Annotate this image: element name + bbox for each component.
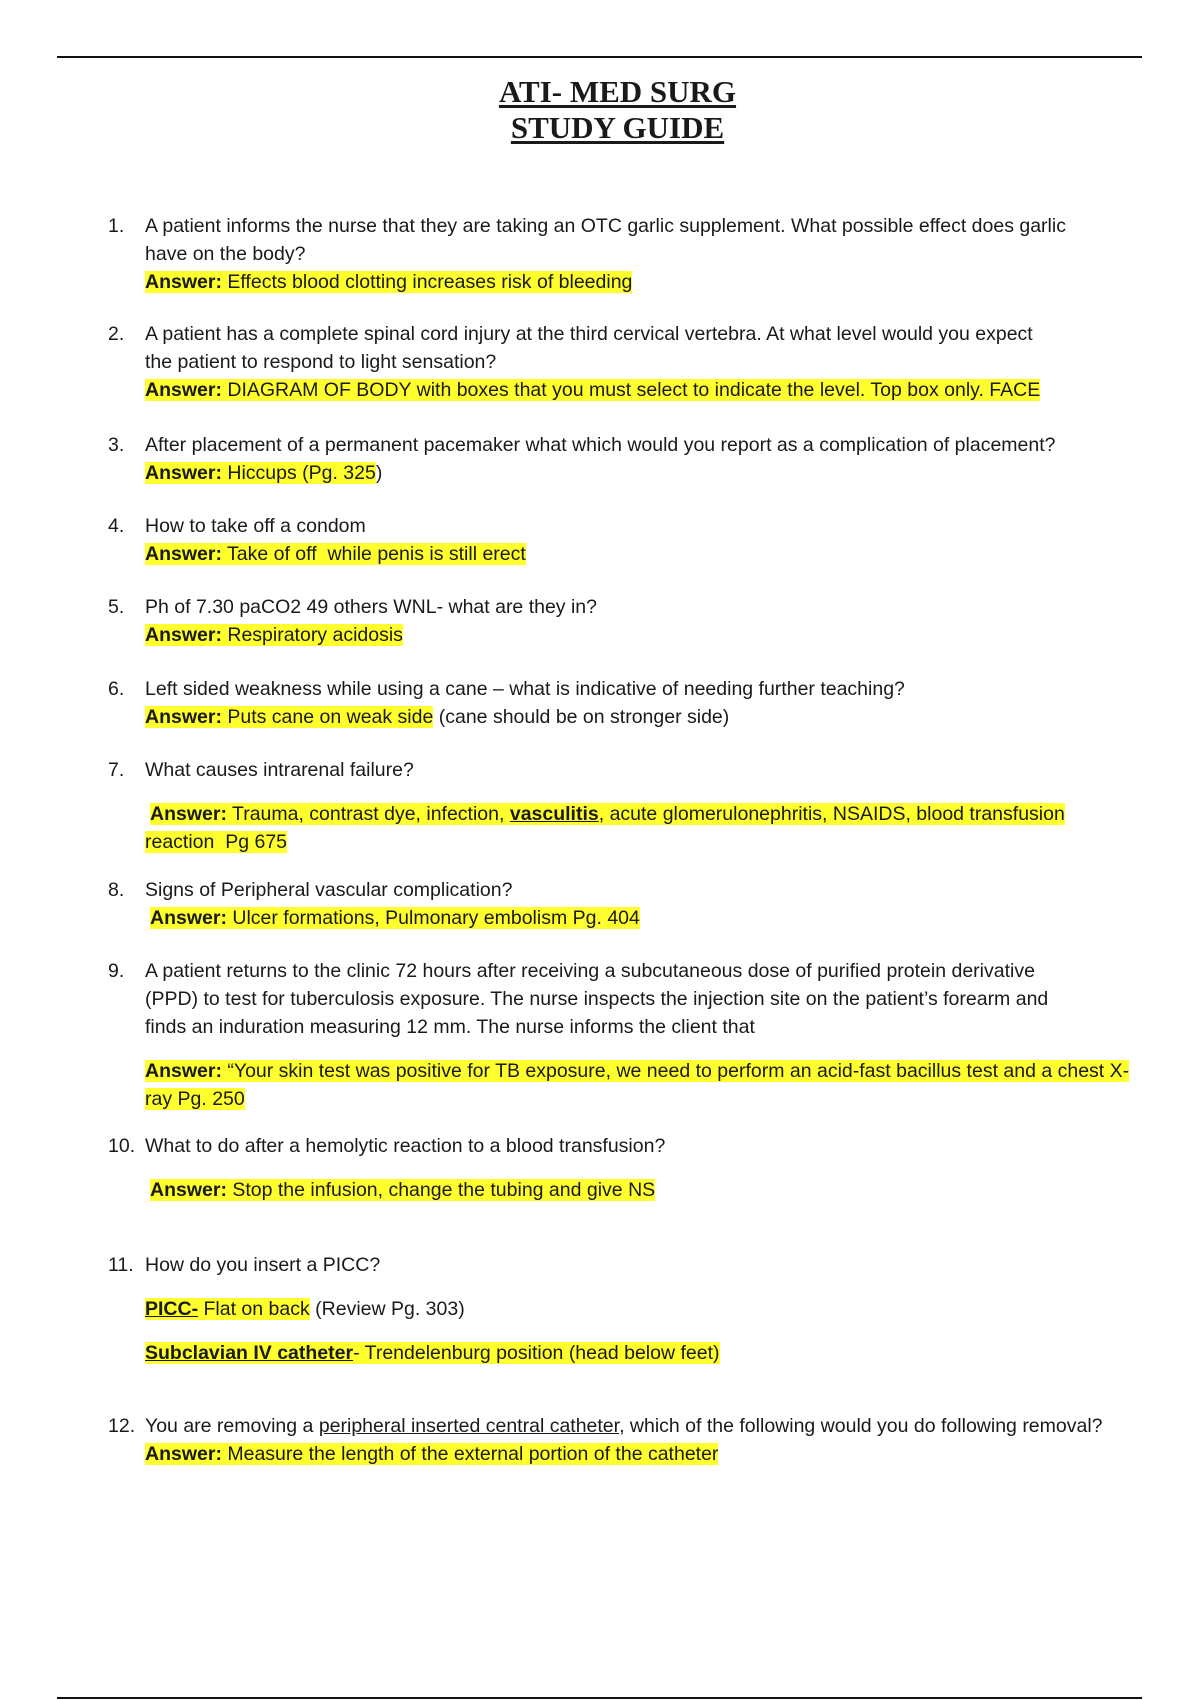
question-text: (PPD) to test for tuberculosis exposure. The nurse inspects the injection site on the patient’s forearm and [145,988,1049,1010]
answer-label: Answer: [150,803,227,825]
answer-text: Effects blood clotting increases risk of bleeding [227,271,633,293]
answer-label: Answer: [150,1179,227,1201]
question-7 [108,756,1168,856]
question-text: What causes intrarenal failure? [145,759,414,781]
question-text: the patient to respond to light sensation? [145,351,497,373]
answer-text: , acute glomerulonephritis, NSAIDS, blood transfusion [598,803,1065,825]
question-8 [108,876,1168,932]
question-4 [108,512,1168,568]
answer-label: Answer: [145,624,222,646]
title-line-2: STUDY GUIDE [510,110,725,145]
answer-text: Respiratory acidosis [227,624,403,646]
question-text: Ph of 7.30 paCO2 49 others WNL- what are they in? [145,596,597,618]
question-text: Signs of Peripheral vascular complication? [145,879,513,901]
answer-text: DIAGRAM OF BODY with boxes that you must select to indicate the level. Top box only. FACE [227,379,1041,401]
answer-text: ray Pg. 250 [145,1088,245,1110]
top-rule [57,56,1142,58]
bottom-rule [57,1697,1142,1699]
answer-label: Answer: [150,907,227,929]
answer-text: Hiccups (Pg. 325 [227,462,376,484]
question-number: 2. [108,323,125,345]
picc-label: PICC- [145,1298,199,1320]
title-line-1: ATI- MED SURG [498,74,737,109]
question-text: How do you insert a PICC? [145,1254,381,1276]
answer-label: Answer: [145,706,222,728]
answer-label: Answer: [145,379,222,401]
question-text-part: You are removing a [145,1415,319,1437]
question-text: A patient returns to the clinic 72 hours after receiving a subcutaneous dose of purified protein derivative [145,960,1035,982]
question-text: What to do after a hemolytic reaction to a blood transfusion? [145,1135,666,1157]
answer [145,1176,1168,1204]
answer [145,800,1168,828]
question-3 [108,431,1168,487]
question-6 [108,675,1168,731]
answer [145,376,1168,404]
question-text: A patient informs the nurse that they are taking an OTC garlic supplement. What possible effect does garlic [145,215,1066,237]
question-text: After placement of a permanent pacemaker what which would you report as a complication of placement? [145,434,1056,456]
question-text-part: , which of the following would you do following removal? [619,1415,1103,1437]
answer [145,540,1168,568]
question-number: 9. [108,960,125,982]
question-text: finds an induration measuring 12 mm. The nurse informs the client that [145,1016,755,1038]
question-underlined: peripheral inserted central catheter [318,1415,620,1437]
picc-text: Flat on back [198,1298,310,1320]
question-text: have on the body? [145,243,306,265]
answer-text: Take of off while penis is still erect [227,543,526,565]
answer [145,1440,1168,1468]
subclavian-answer [145,1339,1168,1367]
question-12 [108,1412,1168,1468]
answer-label: Answer: [145,271,222,293]
question-number: 1. [108,215,125,237]
subclavian-text: - Trendelenburg position (head below feet) [353,1342,720,1364]
question-number: 12. [108,1415,136,1437]
answer-label: Answer: [145,462,222,484]
subclavian-label: Subclavian IV catheter [145,1342,354,1364]
answer [145,904,1168,932]
answer-text: Measure the length of the external portion of the catheter [227,1443,719,1465]
answer [145,268,1168,296]
question-1 [108,212,1168,296]
question-number: 3. [108,434,125,456]
answer-text: Trauma, contrast dye, infection, [232,803,510,825]
question-text: Left sided weakness while using a cane – what is indicative of needing further teaching? [145,678,905,700]
question-text: A patient has a complete spinal cord injury at the third cervical vertebra. At what level would you expect [145,323,1033,345]
answer-text: Stop the infusion, change the tubing and give NS [232,1179,656,1201]
answer-text: reaction Pg 675 [145,831,288,853]
page-title [0,74,1200,146]
question-number: 11. [108,1254,134,1276]
question-number: 4. [108,515,125,537]
question-number: 5. [108,596,125,618]
answer-tail: (cane should be on stronger side) [433,706,730,728]
question-text [145,1412,1168,1440]
answer-text: Puts cane on weak side [227,706,434,728]
picc-answer [145,1295,1168,1323]
answer [145,703,1168,731]
answer-label: Answer: [145,1060,222,1082]
question-number: 10. [108,1135,136,1157]
question-5 [108,593,1168,649]
question-11 [108,1251,1168,1367]
question-text: How to take off a condom [145,515,366,537]
answer-continued [145,828,1168,856]
answer [145,1057,1168,1085]
question-10 [108,1132,1168,1204]
question-number: 7. [108,759,125,781]
answer-continued [145,1085,1168,1113]
question-number: 8. [108,879,125,901]
answer-label: Answer: [145,543,222,565]
question-number: 6. [108,678,125,700]
answer-text: Ulcer formations, Pulmonary embolism Pg. 404 [232,907,640,929]
question-9 [108,957,1168,1113]
answer-text: “Your skin test was positive for TB exposure, we need to perform an acid-fast bacillus test and a chest X- [227,1060,1130,1082]
answer-tail: ) [375,462,383,484]
picc-tail: (Review Pg. 303) [309,1298,465,1320]
answer [145,621,1168,649]
answer [145,459,1168,487]
question-2 [108,320,1168,404]
answer-underlined: vasculitis [509,803,599,825]
answer-label: Answer: [145,1443,222,1465]
